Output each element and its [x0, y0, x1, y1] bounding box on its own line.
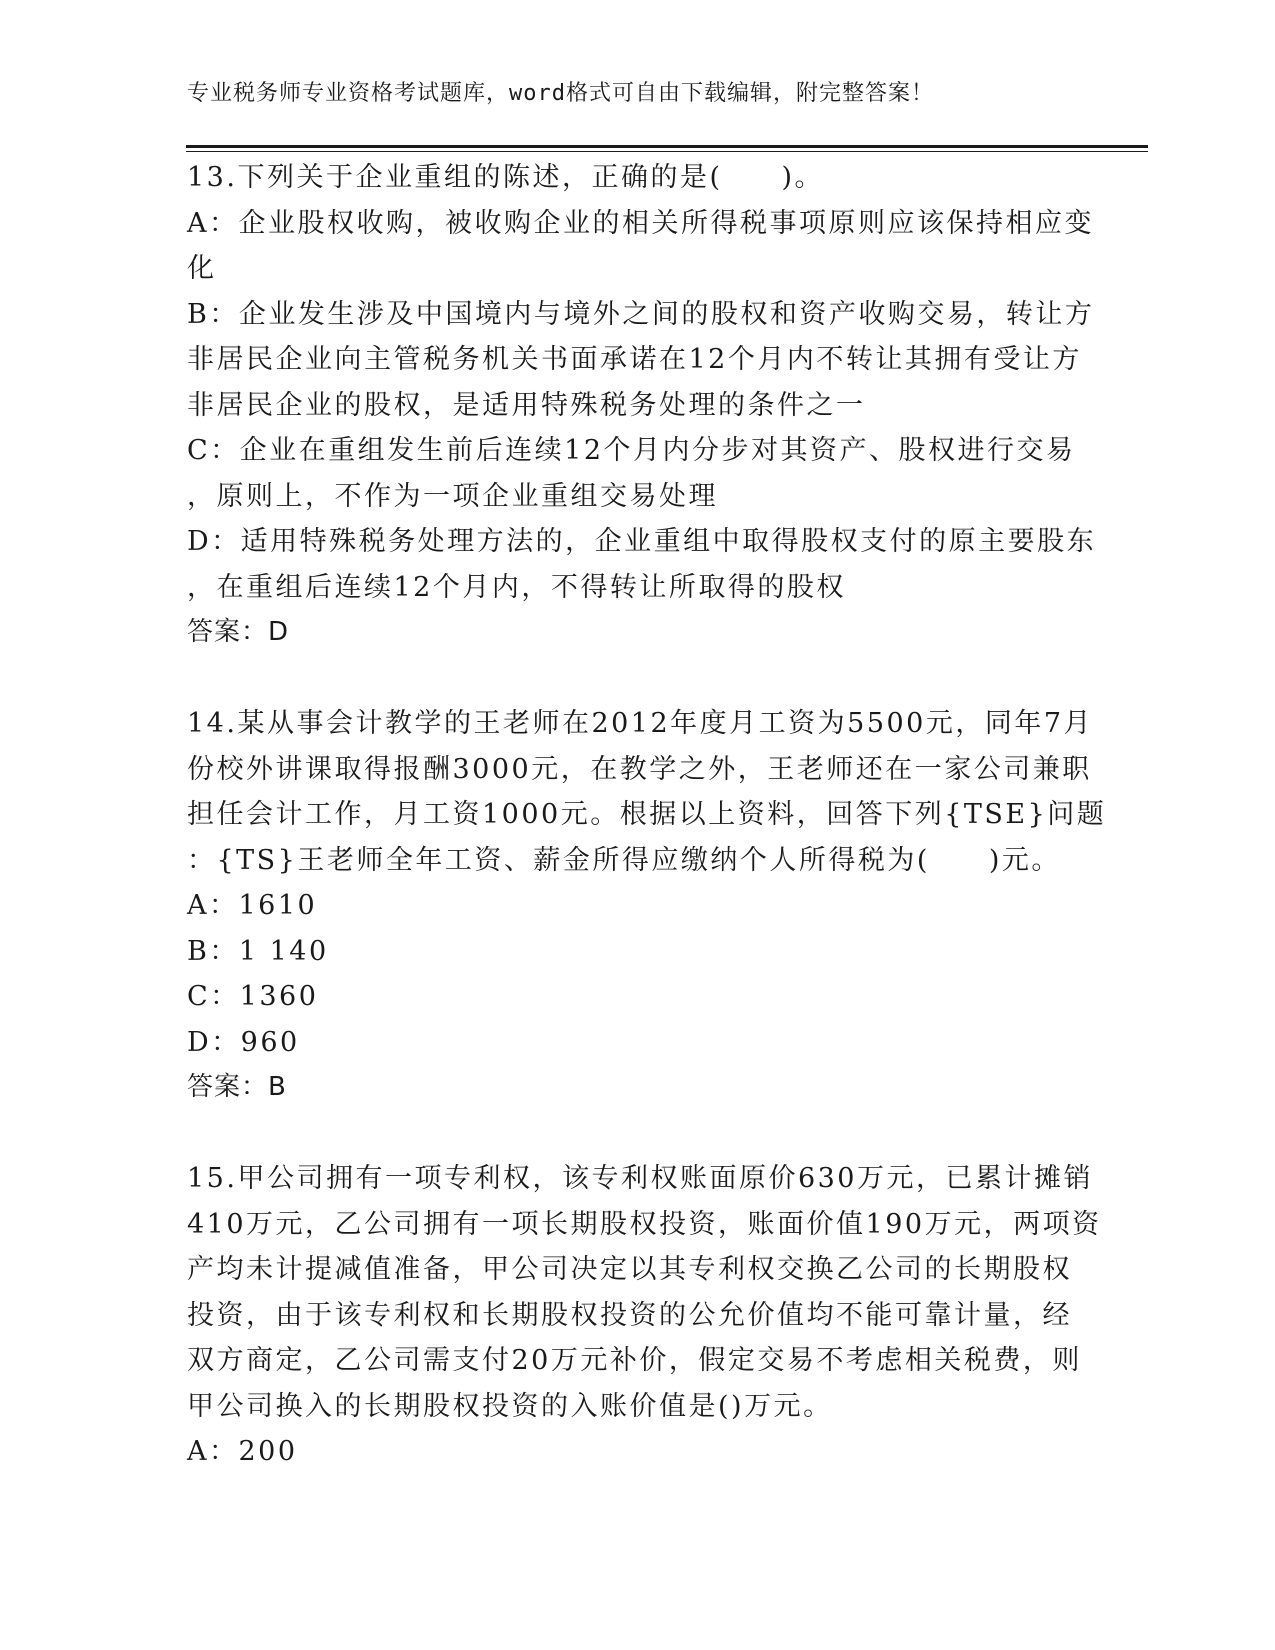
option-line: C：企业在重组发生前后连续12个月内分步对其资产、股权进行交易	[187, 435, 1076, 466]
header-divider-thin	[186, 151, 1148, 152]
question-spacer	[187, 656, 1087, 702]
question-line: 双方商定，乙公司需支付20万元补价，假定交易不考虑相关税费，则	[187, 1345, 1082, 1376]
answer-label: 答案：B	[187, 1072, 287, 1102]
page-header-text: 专业税务师专业资格考试题库，word格式可自由下载编辑，附完整答案！	[187, 81, 934, 106]
question-line: 份校外讲课取得报酬3000元，在教学之外，王老师还在一家公司兼职	[187, 753, 1092, 785]
question-13	[187, 155, 1097, 656]
option-line: ，在重组后连续12个月内，不得转让所取得的股权	[187, 571, 846, 603]
option-line: ，原则上，不作为一项企业重组交易处理	[187, 480, 718, 512]
question-14	[187, 701, 1107, 1111]
question-15	[187, 1156, 1102, 1475]
option-line: A：200	[187, 1436, 298, 1467]
option-line: C：1360	[187, 981, 319, 1012]
header-divider-thick	[186, 145, 1148, 148]
question-line: 410万元，乙公司拥有一项长期股权投资，账面价值190万元，两项资	[187, 1208, 1102, 1240]
option-line: 化	[187, 253, 217, 284]
option-line: A：1610	[187, 890, 318, 921]
option-line: 非居民企业的股权，是适用特殊税务处理的条件之一	[187, 389, 866, 421]
option-line: 非居民企业向主管税务机关书面承诺在12个月内不转让其拥有受让方	[187, 344, 1082, 375]
question-line: 投资，由于该专利权和长期股权投资的公允价值均不能可靠计量，经	[187, 1299, 1072, 1331]
option-line: B：1 140	[187, 935, 329, 967]
answer-label: 答案：D	[187, 617, 290, 647]
question-list	[187, 155, 1107, 1475]
question-line: 15.甲公司拥有一项专利权，该专利权账面原价630万元，已累计摊销	[187, 1163, 1093, 1194]
question-line: ：{TS}王老师全年工资、薪金所得应缴纳个人所得税为( )元。	[187, 844, 1061, 876]
question-line: 甲公司换入的长期股权投资的入账价值是()万元。	[187, 1390, 833, 1422]
question-line: 产均未计提减值准备，甲公司决定以其专利权交换乙公司的长期股权	[187, 1254, 1072, 1285]
option-line: D：960	[187, 1026, 300, 1058]
question-line: 14.某从事会计教学的王老师在2012年度月工资为5500元，同年7月	[187, 708, 1094, 739]
option-line: B：企业发生涉及中国境内与境外之间的股权和资产收购交易，转让方	[187, 298, 1095, 330]
option-line: A：企业股权收购，被收购企业的相关所得税事项原则应该保持相应变	[187, 207, 1094, 239]
question-line: 13.下列关于企业重组的陈述，正确的是( )。	[187, 162, 825, 193]
question-spacer	[187, 1111, 1087, 1157]
option-line: D：适用特殊税务处理方法的，企业重组中取得股权支付的原主要股东	[187, 526, 1097, 557]
question-line: 担任会计工作，月工资1000元。根据以上资料，回答下列{TSE}问题	[187, 799, 1107, 830]
